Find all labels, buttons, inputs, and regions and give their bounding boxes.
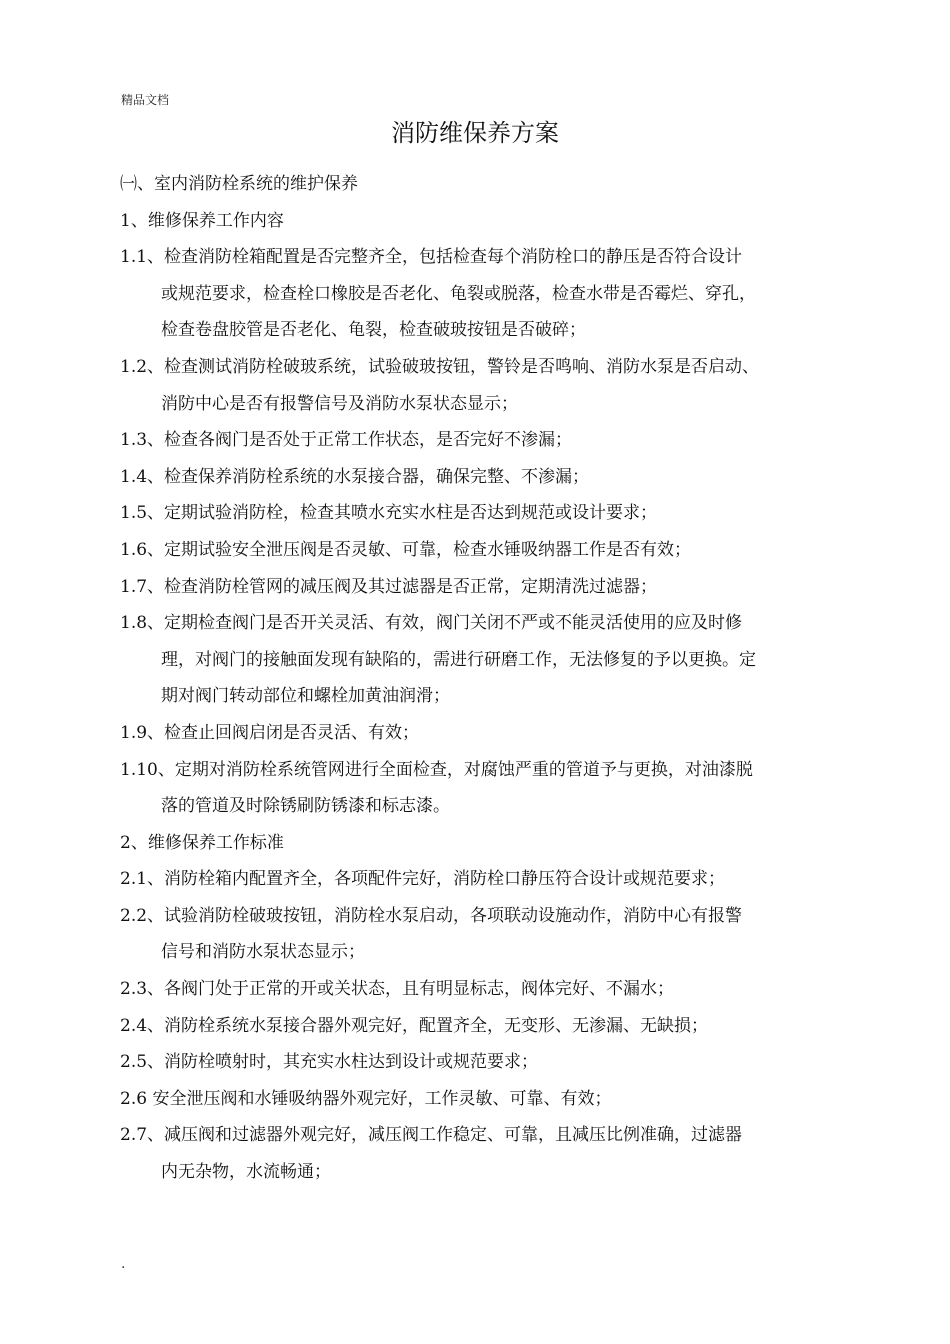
text-line: 1.2、检查测试消防栓破玻系统，试验破玻按钮，警铃是否鸣响、消防水泵是否启动、	[120, 356, 760, 377]
text-line: 信号和消防水泵状态显示；	[161, 942, 365, 963]
text-line: 1.3、检查各阀门是否处于正常工作状态，是否完好不渗漏；	[120, 430, 573, 451]
text-line: 消防中心是否有报警信号及消防水泵状态显示；	[161, 393, 518, 414]
text-line: 期对阀门转动部位和螺栓加黄油润滑；	[161, 686, 450, 707]
text-line: 1、维修保养工作内容	[120, 210, 284, 231]
text-line: 2.2、试验消防栓破玻按钮，消防栓水泵启动，各项联动设施动作，消防中心有报警	[120, 905, 743, 926]
text-line: 检查卷盘胶管是否老化、龟裂，检查破玻按钮是否破碎；	[161, 320, 586, 341]
document-body	[120, 166, 835, 1191]
text-line: 理，对阀门的接触面发现有缺陷的，需进行研磨工作，无法修复的予以更换。定	[161, 649, 756, 670]
text-line: 2、维修保养工作标准	[120, 832, 284, 853]
text-line: 1.1、检查消防栓箱配置是否完整齐全，包括检查每个消防栓口的静压是否符合设计	[120, 247, 743, 268]
text-line: ㈠、室内消防栓系统的维护保养	[120, 174, 358, 194]
document-title: 消防维保养方案	[391, 119, 559, 147]
text-line: 2.3、各阀门处于正常的开或关状态，且有明显标志，阀体完好、不漏水；	[120, 979, 675, 1000]
footer-mark: .	[121, 1256, 126, 1272]
text-line: 或规范要求，检查栓口橡胶是否老化、龟裂或脱落，检查水带是否霉烂、穿孔，	[161, 283, 756, 304]
text-line: 2.4、消防栓系统水泵接合器外观完好，配置齐全，无变形、无渗漏、无缺损；	[120, 1015, 709, 1036]
text-line: 内无杂物，水流畅通；	[161, 1162, 331, 1183]
text-line: 2.7、减压阀和过滤器外观完好，减压阀工作稳定、可靠，且减压比例准确，过滤器	[120, 1125, 743, 1146]
text-line: 2.1、消防栓箱内配置齐全，各项配件完好，消防栓口静压符合设计或规范要求；	[120, 869, 726, 890]
text-line: 1.7、检查消防栓管网的减压阀及其过滤器是否正常，定期清洗过滤器；	[120, 576, 658, 597]
text-line: 1.9、检查止回阀启闭是否灵活、有效；	[120, 722, 420, 743]
text-line: 1.6、定期试验安全泄压阀是否灵敏、可靠，检查水锤吸纳器工作是否有效；	[120, 539, 692, 560]
text-line: 1.4、检查保养消防栓系统的水泵接合器，确保完整、不渗漏；	[120, 466, 590, 487]
text-line: 落的管道及时除锈刷防锈漆和标志漆。	[161, 796, 450, 817]
text-line: 2.6 安全泄压阀和水锤吸纳器外观完好，工作灵敏、可靠、有效；	[120, 1088, 612, 1109]
text-line: 1.8、定期检查阀门是否开关灵活、有效，阀门关闭不严或不能灵活使用的应及时修	[120, 613, 743, 634]
text-line: 2.5、消防栓喷射时，其充实水柱达到设计或规范要求；	[120, 1052, 539, 1073]
text-line: 1.10、定期对消防栓系统管网进行全面检查，对腐蚀严重的管道予与更换，对油漆脱	[120, 759, 753, 780]
header-label: 精品文档	[121, 93, 170, 107]
text-line: 1.5、定期试验消防栓，检查其喷水充实水柱是否达到规范或设计要求；	[120, 503, 658, 524]
